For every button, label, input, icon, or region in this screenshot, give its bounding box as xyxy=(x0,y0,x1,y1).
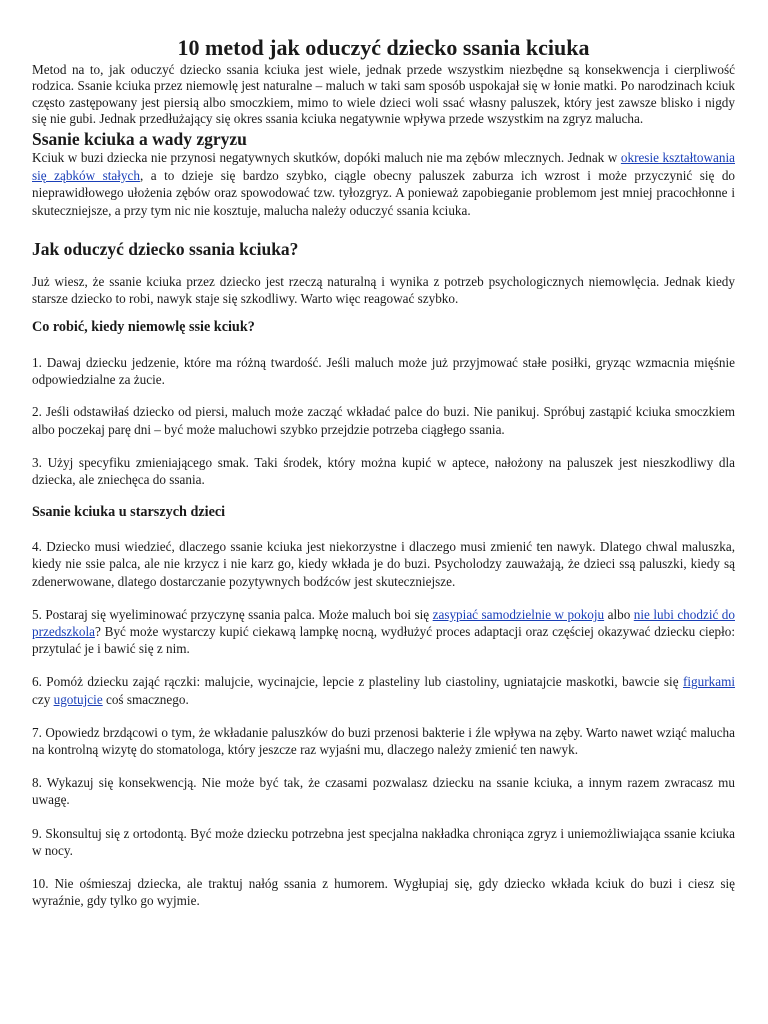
section-heading-malocclusion: Ssanie kciuka a wady zgryzu xyxy=(32,129,247,150)
method-6-text-b: czy xyxy=(32,691,54,707)
method-6 xyxy=(32,673,735,707)
subheading-infant: Co robić, kiedy niemowlę ssie kciuk? xyxy=(32,318,255,335)
link-permanent-teeth[interactable]: okresie kształtowania się ząbków stałych xyxy=(32,150,735,183)
method-9: 9. Skonsultuj się z ortodontą. Być może dziecku potrzebna jest specjalna nakładka chroniąca zgryz i uniemożliwiająca ssanie kciuka w nocy. xyxy=(32,825,735,858)
method-6-text-a: 6. Pomóż dziecku zająć rączki: malujcie, wycinajcie, lepcie z plasteliny lub ciastoliny, ugniatajcie maskotki, bawcie się xyxy=(32,674,683,690)
method-8: 8. Wykazuj się konsekwencją. Nie może być tak, że czasami pozwalasz dziecku na ssanie kciuka, a innym razem zwracasz mu uwagę. xyxy=(32,775,735,808)
malocclusion-paragraph xyxy=(32,149,735,219)
page-title: 10 metod jak oduczyć dziecko ssania kciuka xyxy=(177,35,590,60)
method-2: 2. Jeśli odstawiłaś dziecko od piersi, maluch może zacząć wkładać palce do buzi. Nie panikuj. Spróbuj zastąpić kciuka smoczkiem albo poczekaj parę dni – być może maluchowi szybko przejdzie potrzeba ciągłego ssania. xyxy=(32,404,735,437)
method-7: 7. Opowiedz brzdącowi o tym, że wkładanie paluszków do buzi przenosi bakterie i źle wpływa na zęby. Warto nawet wziąć malucha na kontrolną wizytę do stomatologa, który jeszcze raz wyjaśni mu, dlaczego należy zmienić ten nawyk. xyxy=(32,724,735,758)
link-kindergarten[interactable]: nie lubi chodzić do przedszkola xyxy=(32,606,735,639)
method-10: 10. Nie ośmieszaj dziecka, ale traktuj nałóg ssania z humorem. Wygłupiaj się, gdy dziecko wkłada kciuk do buzi i ciesz się wyraźnie, gdy tylko go wyjmie. xyxy=(32,876,735,909)
method-5 xyxy=(32,606,735,658)
malocclusion-text-start: Kciuk w buzi dziecka nie przynosi negatywnych skutków, dopóki maluch nie ma zębów mlecznych. Jednak w xyxy=(32,150,621,166)
method-1: 1. Dawaj dziecku jedzenie, które ma różną twardość. Jeśli maluch może już przyjmować stałe posiłki, gryząc wzmacnia mięśnie odpowiedzialne za żucie. xyxy=(32,354,735,388)
link-cook[interactable]: ugotujcie xyxy=(53,691,103,707)
method-5-text-c: ? Być może wystarczy kupić ciekawą lampkę nocną, wydłużyć proces adaptacji oraz częściej okazywać dziecku ciepło: przytulać je i bawić się z nim. xyxy=(32,624,735,657)
method-5-text-a: 5. Postaraj się wyeliminować przyczynę ssania palca. Może maluch boi się xyxy=(32,606,433,622)
subheading-older-children: Ssanie kciuka u starszych dzieci xyxy=(32,504,226,521)
intro-paragraph: Metod na to, jak oduczyć dziecko ssania kciuka jest wiele, jednak przede wszystkim niezbędne są konsekwencja i cierpliwość rodzica. Ssanie kciuka przez niemowlę jest naturalne – maluch w taki sam sposób uspokajał się w łonie matki. Po narodzinach kciuk często zastępowany jest piersią albo smoczkiem, mimo to wiele dzieci woli ssać własny paluszek, który jest zawsze blisko i nigdy się nie gubi. Jednak przedłużający się okres ssania kciuka negatywnie wpływa przede wszystkim na zgryz malucha. xyxy=(32,62,735,126)
link-figurines[interactable]: figurkami xyxy=(682,674,735,690)
method-5-text-b: albo xyxy=(604,606,634,622)
method-6-text-c: coś smacznego. xyxy=(102,691,189,707)
method-3: 3. Użyj specyfiku zmieniającego smak. Taki środek, który można kupić w aptece, nałożony na paluszek jest nieszkodliwy dla dziecka, ale zniechęca do ssania. xyxy=(32,454,735,487)
link-fall-asleep-alone[interactable]: zasypiać samodzielnie w pokoju xyxy=(432,606,605,622)
document-page xyxy=(32,36,735,909)
how-to-paragraph: Już wiesz, że ssanie kciuka przez dziecko jest rzeczą naturalną i wynika z potrzeb psychologicznych niemowlęcia. Jednak kiedy starsze dziecko to robi, nawyk staje się szkodliwy. Warto więc reagować szybko. xyxy=(32,273,735,306)
malocclusion-text-end: , a to dzieje się bardzo szybko, ciągle obecny paluszek zaburza ich wzrost i może przyczynić się do nieprawidłowego ułożenia zębów oraz spowodować tzw. tyłozgryz. A ponieważ zapobieganie problemom jest mniej pracochłonne i skuteczniejsze, a przy tym nic nie kosztuje, malucha należy oduczyć ssania kciuka. xyxy=(32,167,736,218)
method-4: 4. Dziecko musi wiedzieć, dlaczego ssanie kciuka jest niekorzystne i dlaczego musi zmienić ten nawyk. Dlatego chwal maluszka, kiedy nie ssie palca, ale nie krzycz i nie karz go, kiedy wkłada je do buzi. Psycholodzy zauważają, że dzieci ssą paluszki, kiedy są zdenerwowane, dlatego dostarczanie pozytywnych bodźców jest skuteczniejsze. xyxy=(32,539,735,589)
section-heading-how-to: Jak oduczyć dziecko ssania kciuka? xyxy=(32,238,299,259)
